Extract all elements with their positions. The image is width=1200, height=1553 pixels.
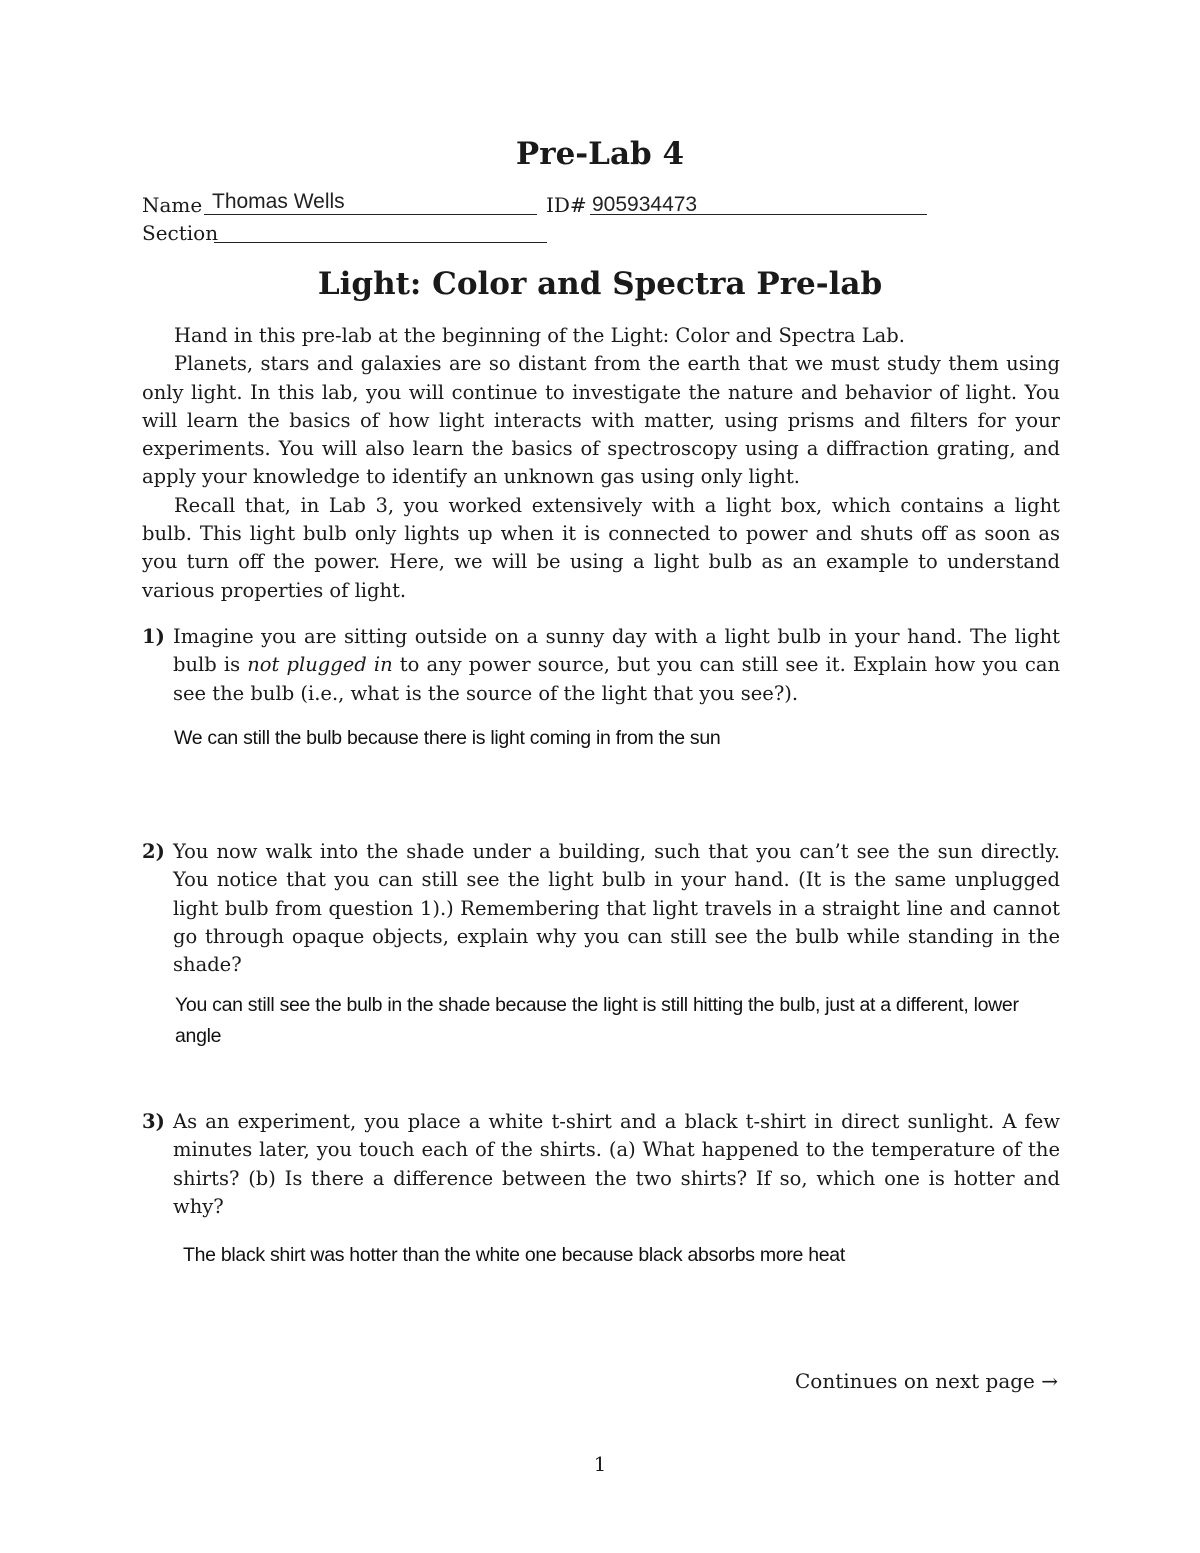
answer-1[interactable]: We can still the bulb because there is light coming in from the sun bbox=[174, 727, 721, 749]
question-2 bbox=[142, 838, 1060, 979]
answer-3[interactable]: The black shirt was hotter than the white one because black absorbs more heat bbox=[183, 1244, 845, 1266]
emphasis-text: not plugged in bbox=[247, 653, 393, 677]
page-title: Pre-Lab 4 bbox=[515, 136, 685, 172]
question-text: You now walk into the shade under a building, such that you can’t see the sun directly. You notice that you can still see the light bulb in your hand. (It is the same unplugged light bulb from question 1).) Remembering that light travels in a straight line and cannot go through opaque objects, explain why you can still see the bulb while standing in the shade? bbox=[173, 840, 1060, 977]
question-1 bbox=[142, 623, 1060, 708]
question-text: Imagine you are sitting outside on a sunny day with a light bulb in your hand. The light bulb is not plugged in to any power source, but you can still see it. Explain how you can see the bulb (i.e., what is the source of the light that you see?). bbox=[173, 625, 1061, 705]
answer-2[interactable]: You can still see the bulb in the shade because the light is still hitting the bulb, just at a different, lower angle bbox=[175, 994, 1019, 1047]
id-label: ID# bbox=[546, 193, 587, 217]
intro-text bbox=[142, 322, 1060, 605]
name-underline bbox=[204, 214, 537, 215]
intro-paragraph: Recall that, in Lab 3, you worked extensively with a light box, which contains a light bulb. This light bulb only lights up when it is connected to power and shuts off as soon as you turn off the power. Here, we will be using a light bulb as an example to understand various properties of light. bbox=[142, 493, 1060, 602]
question-number: 1) bbox=[142, 625, 165, 648]
intro-paragraph: Hand in this pre-lab at the beginning of the Light: Color and Spectra Lab. bbox=[174, 324, 905, 347]
name-field[interactable]: Thomas Wells bbox=[212, 190, 345, 213]
question-number: 3) bbox=[142, 1110, 165, 1133]
name-label: Name bbox=[142, 193, 203, 217]
section-field[interactable] bbox=[214, 242, 547, 243]
id-field[interactable]: 905934473 bbox=[592, 193, 698, 216]
continues-note: Continues on next page → bbox=[794, 1369, 1058, 1393]
question-3 bbox=[142, 1108, 1060, 1221]
intro-paragraph: Planets, stars and galaxies are so distant from the earth that we must study them using only light. In this lab, you will continue to investigate the nature and behavior of light. You will learn the basics of how light interacts with matter, using prisms and filters for your experiments. You will also learn the basics of spectroscopy using a diffraction grating, and apply your knowledge to identify an unknown gas using only light. bbox=[142, 352, 1060, 489]
section-label: Section bbox=[142, 221, 219, 245]
question-number: 2) bbox=[142, 840, 165, 863]
page-number: 1 bbox=[593, 1452, 607, 1476]
question-text: As an experiment, you place a white t-shirt and a black t-shirt in direct sunlight. A few minutes later, you touch each of the shirts. (a) What happened to the temperature of the shirts? (b) Is there a difference between the two shirts? If so, which one is hotter and why? bbox=[173, 1110, 1060, 1218]
section-heading: Light: Color and Spectra Pre-lab bbox=[317, 266, 883, 302]
